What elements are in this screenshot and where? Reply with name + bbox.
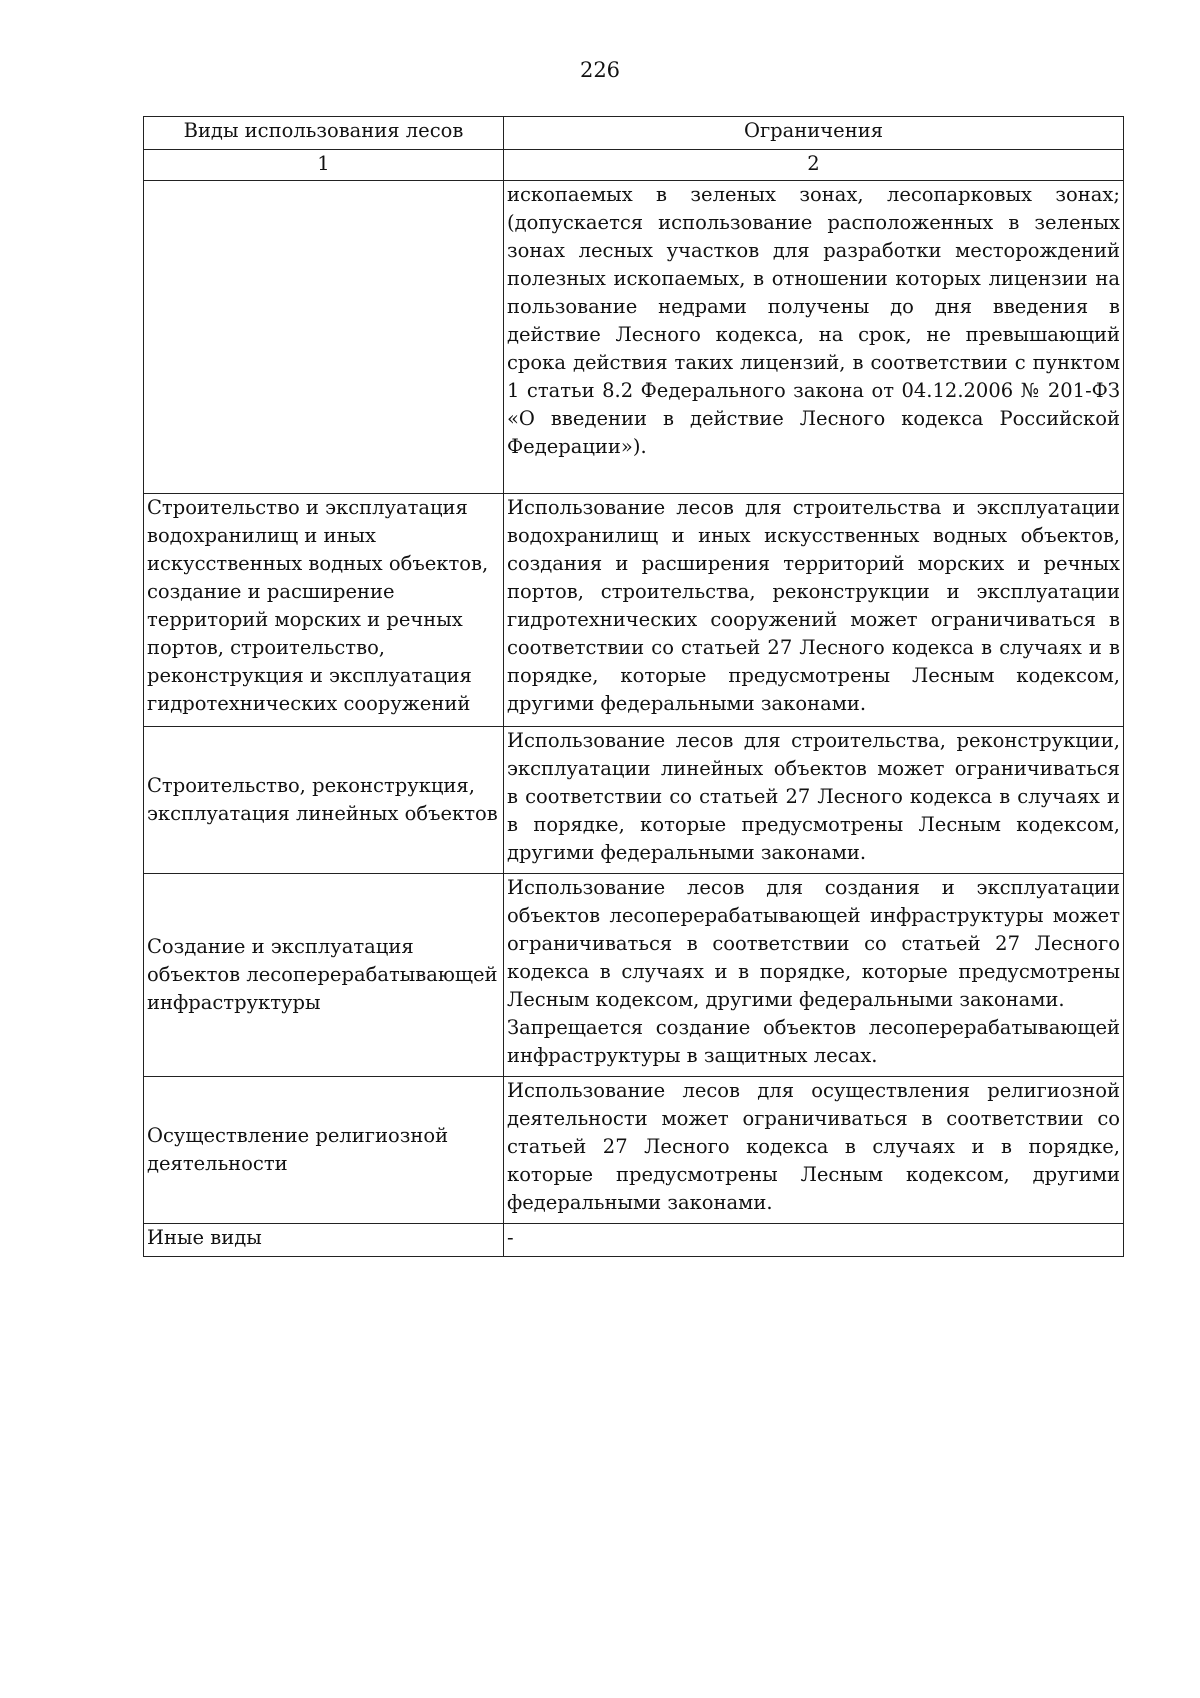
restrictions-cell bbox=[504, 1077, 1124, 1224]
use-kind-cell: Создание и эксплуатация объектов лесоперерабатывающей инфраструктуры bbox=[144, 874, 504, 1077]
restrictions-cell bbox=[504, 181, 1124, 494]
restrictions-cell bbox=[504, 1224, 1124, 1257]
restriction-text: Использование лесов для строительства и эксплуатации водохранилищ и иных искусственных водных объектов, создания и расширения территорий морских и речных портов, строительства, реконструкции и эксплуатации гидротехнических сооружений может ограничиваться в соответствии со статьей 27 Лесного кодекса в случаях и в порядке, которые предусмотрены Лесным кодексом, другими федеральными законами. bbox=[507, 496, 1120, 715]
restrictions-cell bbox=[504, 727, 1124, 874]
table-row bbox=[144, 727, 1124, 874]
forest-use-restrictions-table bbox=[143, 116, 1124, 1257]
column-number-2: 2 bbox=[504, 150, 1124, 181]
table-row bbox=[144, 874, 1124, 1077]
restriction-text: Запрещается создание объектов лесоперерабатывающей инфраструктуры в защитных лесах. bbox=[507, 1016, 1120, 1067]
table-row bbox=[144, 1077, 1124, 1224]
use-kind-cell: Осуществление религиозной деятельности bbox=[144, 1077, 504, 1224]
restriction-text: ископаемых в зеленых зонах, лесопарковых зонах; (допускается использование расположенных в зеленых зонах лесных участков для разработки месторождений полезных ископаемых, в отношении которых лицензии на пользование недрами получены до дня введения в действие Лесного кодекса, на срок, не превышающий срока действия таких лицензий, в соответствии с пунктом 1 статьи 8.2 Федерального закона от 04.12.2006 № 201-ФЗ «О введении в действие Лесного кодекса Российской Федерации»). bbox=[507, 183, 1120, 458]
column-number-1: 1 bbox=[144, 150, 504, 181]
restrictions-cell bbox=[504, 494, 1124, 727]
table-header-row bbox=[144, 117, 1124, 150]
use-kind-cell: Иные виды bbox=[144, 1224, 504, 1257]
page-number: 226 bbox=[579, 58, 621, 82]
table-row bbox=[144, 494, 1124, 727]
table-row bbox=[144, 1224, 1124, 1257]
use-kind-cell bbox=[144, 181, 504, 494]
column-header-restrictions: Ограничения bbox=[504, 117, 1124, 150]
restrictions-cell bbox=[504, 874, 1124, 1077]
table-row bbox=[144, 181, 1124, 494]
restriction-text: Использование лесов для строительства, реконструкции, эксплуатации линейных объектов может ограничиваться в соответствии со статьей 27 Лесного кодекса в случаях и в порядке, которые предусмотрены Лесным кодексом, другими федеральными законами. bbox=[507, 729, 1120, 864]
restriction-text: Использование лесов для осуществления религиозной деятельности может ограничиваться в соответствии со статьей 27 Лесного кодекса в случаях и в порядке, которые предусмотрены Лесным кодексом, другими федеральными законами. bbox=[507, 1079, 1120, 1214]
restriction-text: Использование лесов для создания и эксплуатации объектов лесоперерабатывающей инфраструктуры может ограничиваться в соответствии со статьей 27 Лесного кодекса в случаях и в порядке, которые предусмотрены Лесным кодексом, другими федеральными законами. bbox=[507, 876, 1120, 1011]
restriction-text: - bbox=[507, 1226, 514, 1249]
column-numbering-row bbox=[144, 150, 1124, 181]
column-header-kind: Виды использования лесов bbox=[144, 117, 504, 150]
use-kind-cell: Строительство, реконструкция, эксплуатация линейных объектов bbox=[144, 727, 504, 874]
use-kind-cell: Строительство и эксплуатация водохранилищ и иных искусственных водных объектов, создание и расширение территорий морских и речных портов, строительство, реконструкция и эксплуатация гидротехнических сооружений bbox=[144, 494, 504, 727]
